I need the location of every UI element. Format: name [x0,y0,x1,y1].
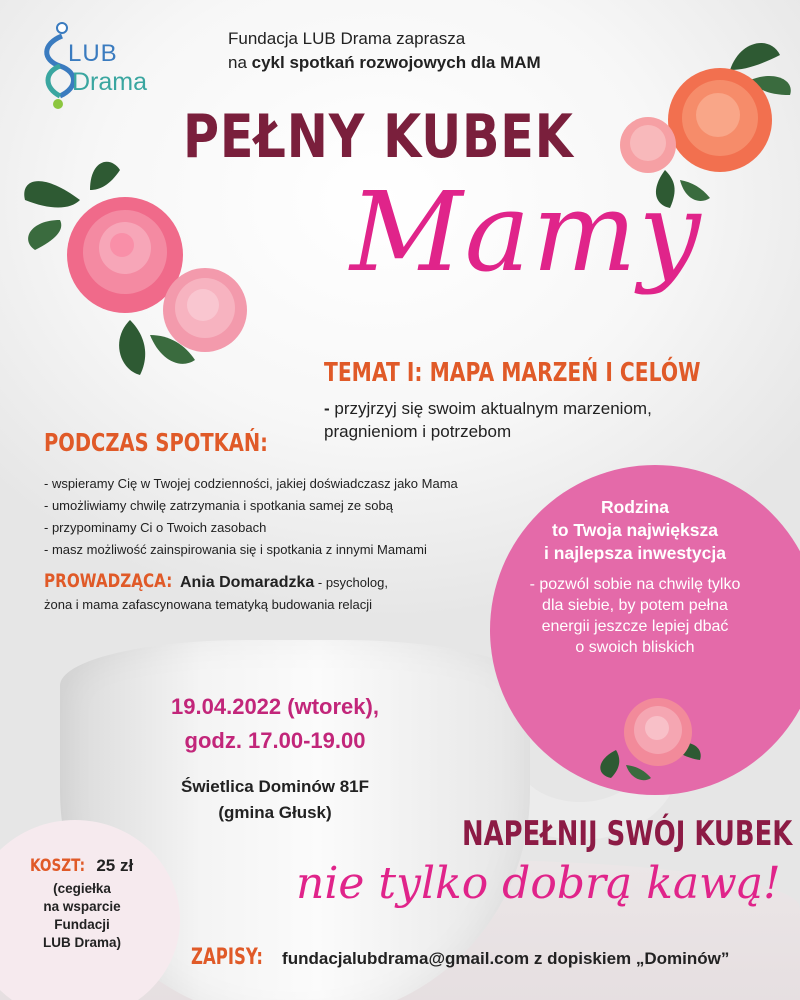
circle-title [510,496,760,565]
logo-text-lub: LUB [68,40,118,67]
cost-label: KOSZT: [30,856,86,876]
cost-line [30,856,133,876]
during-list [44,473,458,561]
event-place [130,774,420,826]
circle-text-line-1: - pozwól sobie na chwilę tylko [529,576,741,593]
slogan-line-2: nie tylko dobrą kawą! [296,858,781,909]
rose-small-icon [596,690,706,785]
host-line-1 [44,570,484,594]
host-desc-1: - psycholog, [314,575,388,590]
cost-note-line-3: Fundacji [54,917,110,932]
circle-text-line-3: energii jeszcze lepiej dbać [541,618,729,635]
circle-title-line-1: Rodzina [600,497,670,517]
event-place-line-1: Świetlica Dominów 81F [181,777,369,796]
topic-dash: - [324,399,335,418]
intro-line-2 [228,51,541,75]
cost-note-line-1: (cegiełka [53,881,111,896]
cost-note-line-4: LUB Drama) [42,935,121,950]
topic-desc-text-1: przyjrzyj się swoim aktualnym marzeniom, [334,399,652,418]
host-label: PROWADZĄCA: [44,570,173,592]
signup-line [191,945,729,970]
host-name: Ania Domaradzka [180,574,315,591]
list-item: - masz możliwość zainspirowania się i spotkania z innymi Mamami [44,542,427,557]
circle-title-line-2: to Twoja największa [552,520,718,540]
circle-text [502,574,768,658]
list-item: - wspieramy Cię w Twojej codzienności, jakiej doświadczasz jako Mama [44,476,458,491]
topic-desc-line-1 [324,397,724,420]
list-item: - przypominamy Ci o Twoich zasobach [44,520,267,535]
event-place-line-2: (gmina Głusk) [218,803,332,822]
event-time: godz. 17.00-19.00 [184,728,366,753]
circle-text-line-4: o swoich bliskich [575,639,695,656]
intro-prefix: na [228,53,252,72]
during-heading: PODCZAS SPOTKAŃ: [44,428,268,457]
list-item: - umożliwiamy chwilę zatrzymania i spotkania samej ze sobą [44,498,393,513]
topic-desc-line-2: pragnieniom i potrzebom [324,422,512,441]
lub-drama-logo [32,22,182,112]
host-desc-2: żona i mama zafascynowana tematyką budowania relacji [44,597,373,612]
title-line-2: Mamy [350,168,703,296]
intro-bold: cykl spotkań rozwojowych dla MAM [251,53,541,72]
topic-description [324,397,724,443]
host-info [44,570,484,616]
cost-note-line-2: na wsparcie [43,899,121,914]
logo-text-drama: Drama [72,68,148,96]
event-date: 19.04.2022 (wtorek), [171,694,379,719]
slogan-line-1: NAPEŁNIJ SWÓJ KUBEK [462,814,793,854]
signup-label: ZAPISY: [191,945,263,970]
intro-text [228,27,541,75]
cost-value: 25 zł [96,856,134,875]
circle-text-line-2: dla siebie, by potem pełna [542,597,728,614]
event-datetime [130,690,420,758]
circle-title-line-3: i najlepsza inwestycja [544,543,726,563]
signup-email-text[interactable]: fundacjalubdrama@gmail.com z dopiskiem „Dominów” [282,949,730,968]
cost-note [24,880,140,952]
rose-cluster-left-icon [10,160,270,390]
title-line-1: PEŁNY KUBEK [183,102,574,172]
intro-line-1: Fundacja LUB Drama zaprasza [228,29,466,48]
topic-heading: TEMAT I: MAPA MARZEŃ I CELÓW [324,358,701,388]
